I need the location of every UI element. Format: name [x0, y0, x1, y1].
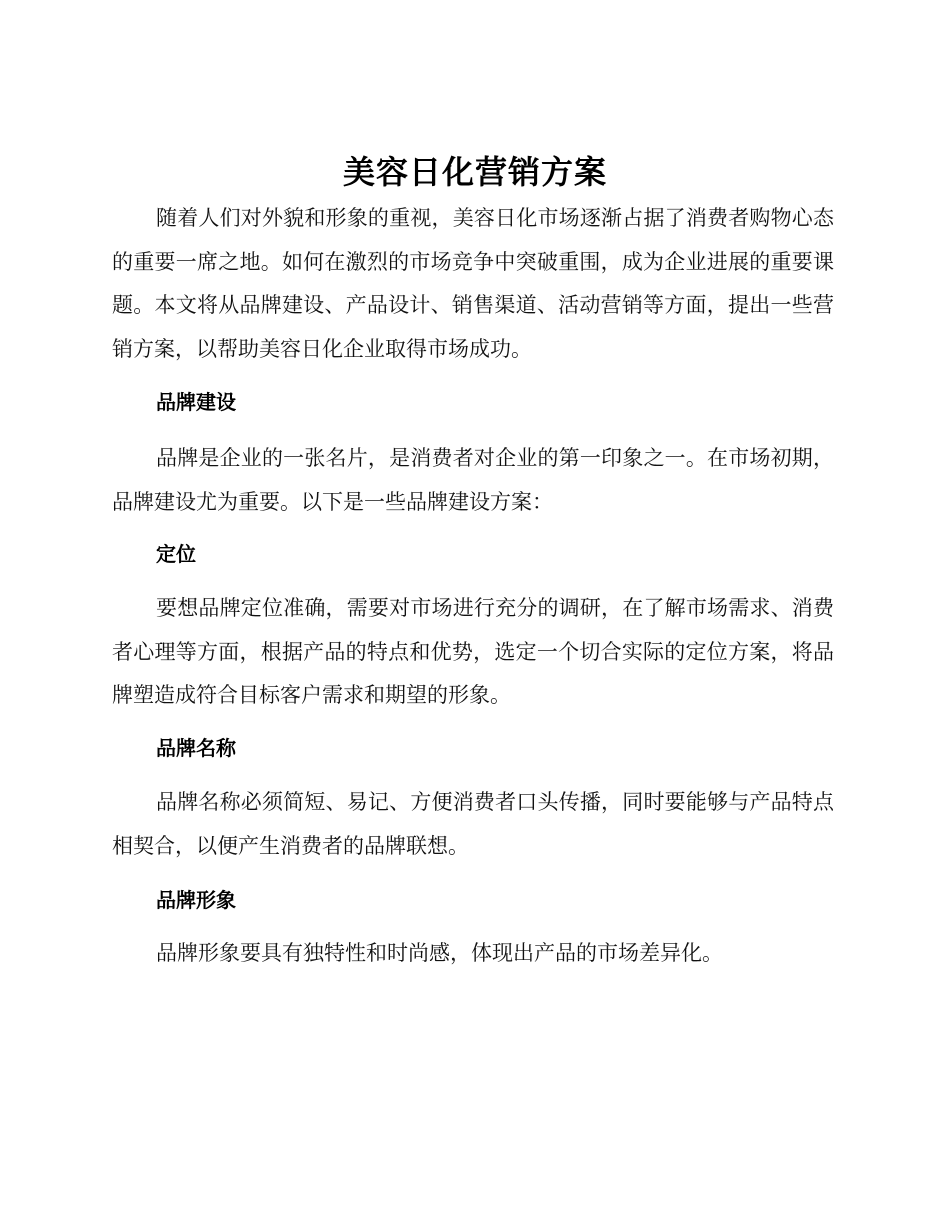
section-body-brand-name: 品牌名称必须简短、易记、方便消费者口头传播，同时要能够与产品特点相契合，以便产生消费者的品牌联想。 — [112, 790, 834, 858]
section-heading-brand-building: 品牌建设 — [156, 390, 236, 414]
section-body-brand-image: 品牌形象要具有独特性和时尚感，体现出产品的市场差异化。 — [156, 941, 723, 965]
section-body-positioning: 要想品牌定位准确，需要对市场进行充分的调研，在了解市场需求、消费者心理等方面，根据产品的特点和优势，选定一个切合实际的定位方案，将品牌塑造成符合目标客户需求和期望的形象。 — [112, 596, 834, 707]
section-heading-brand-image: 品牌形象 — [156, 888, 236, 912]
section-heading-brand-name: 品牌名称 — [156, 736, 236, 760]
section-heading-positioning: 定位 — [156, 542, 196, 566]
intro-paragraph: 随着人们对外貌和形象的重视，美容日化市场逐渐占据了消费者购物心态的重要一席之地。如何在激烈的市场竞争中突破重围，成为企业进展的重要课题。本文将从品牌建设、产品设计、销售渠道、活动营销等方面，提出一些营销方案，以帮助美容日化企业取得市场成功。 — [112, 206, 834, 361]
document-title: 美容日化营销方案 — [342, 153, 607, 191]
section-body-brand-building: 品牌是企业的一张名片，是消费者对企业的第一印象之一。在市场初期，品牌建设尤为重要。以下是一些品牌建设方案： — [112, 446, 834, 514]
